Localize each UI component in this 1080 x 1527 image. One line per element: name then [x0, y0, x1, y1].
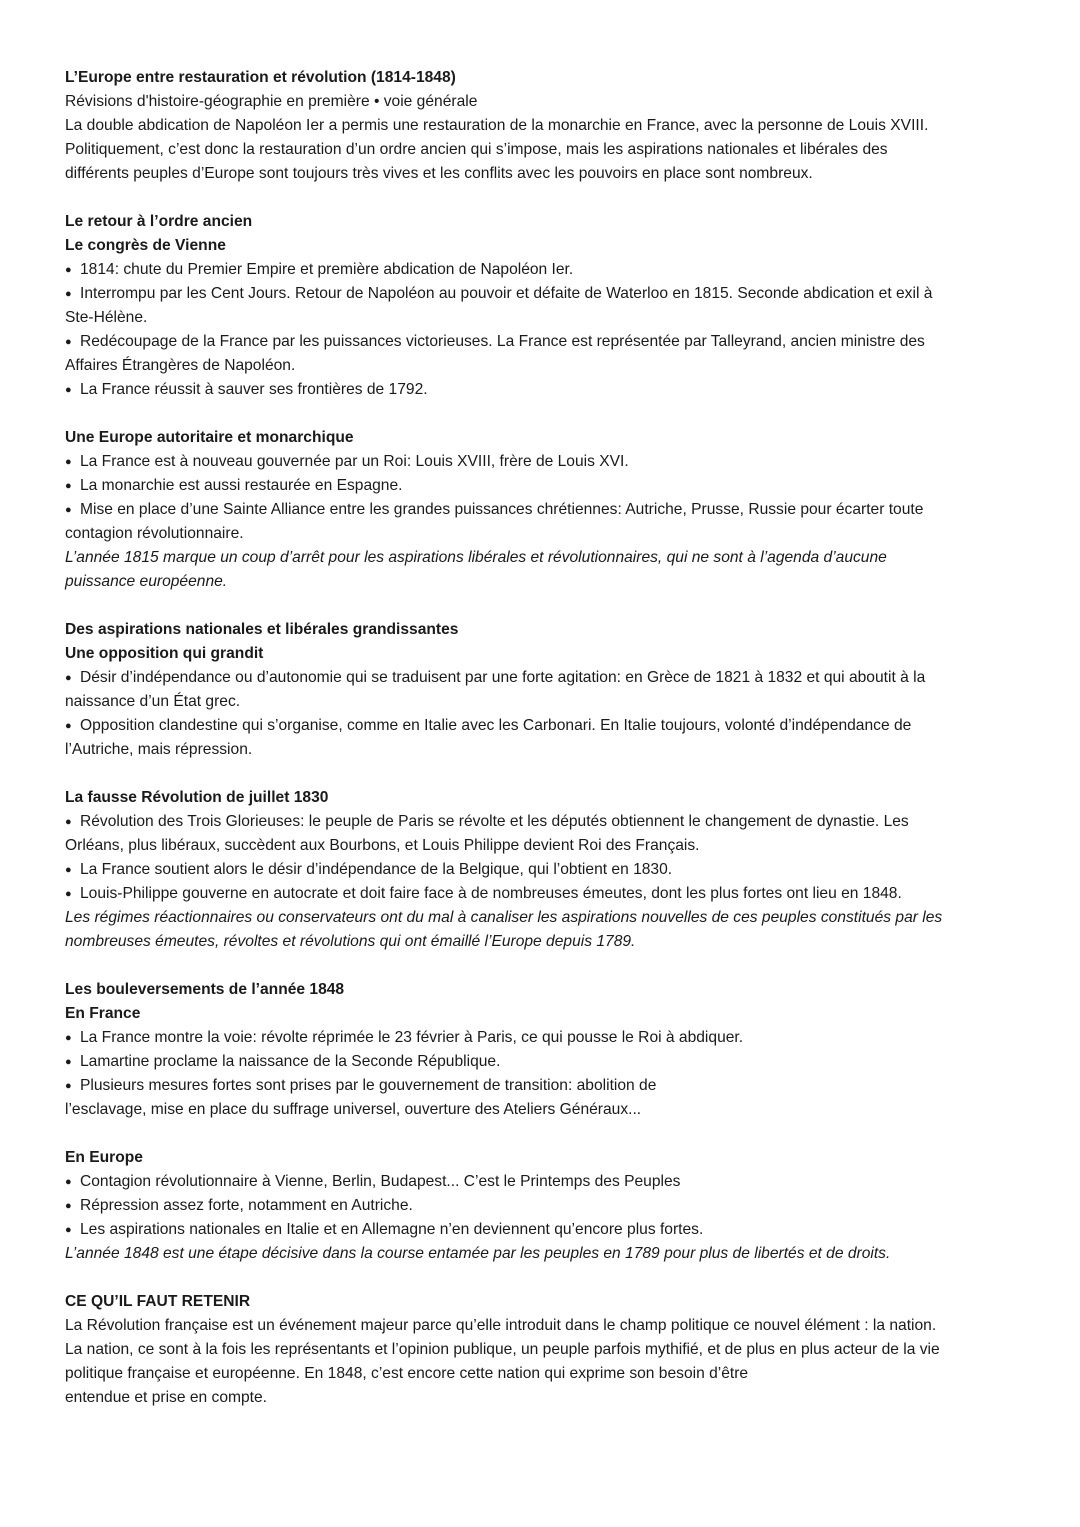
bullet-item: ● La France soutient alors le désir d’indépendance de la Belgique, qui l’obtient en 1830.: [65, 858, 1020, 882]
spacer: [65, 954, 1020, 978]
bullet-item: ● Désir d’indépendance ou d’autonomie qui se traduisent par une forte agitation: en Grèce de 1821 à 1832 et qui aboutit à la: [65, 666, 1020, 690]
bullet-item: ● Plusieurs mesures fortes sont prises par le gouvernement de transition: abolition de: [65, 1074, 1020, 1098]
intro-line: Politiquement, c’est donc la restauration d’un ordre ancien qui s’impose, mais les aspirations nationales et libérales des: [65, 141, 888, 158]
conclusion-line: entendue et prise en compte.: [65, 1389, 267, 1406]
bullet-item: ● Redécoupage de la France par les puissances victorieuses. La France est représentée par Talleyrand, ancien ministre des: [65, 330, 1020, 354]
bullet-continuation: l’esclavage, mise en place du suffrage universel, ouverture des Ateliers Généraux...: [65, 1101, 642, 1118]
bullet-item: ● 1814: chute du Premier Empire et première abdication de Napoléon Ier.: [65, 258, 1020, 282]
spacer: [65, 762, 1020, 786]
bullet-continuation: Affaires Étrangères de Napoléon.: [65, 357, 296, 374]
bullet-item: ● La France réussit à sauver ses frontières de 1792.: [65, 378, 1020, 402]
italic-note: L’année 1815 marque un coup d’arrêt pour les aspirations libérales et révolutionnaires, qui ne sont à l’agenda d’aucune: [65, 549, 887, 566]
bullet-item: ● La monarchie est aussi restaurée en Espagne.: [65, 474, 1020, 498]
bullet-continuation: contagion révolutionnaire.: [65, 525, 244, 542]
document-subtitle: Révisions d'histoire-géographie en première • voie générale: [65, 93, 478, 110]
conclusion-line: politique française et européenne. En 1848, c’est encore cette nation qui exprime son besoin d’être: [65, 1365, 749, 1382]
spacer: [65, 594, 1020, 618]
intro-line: La double abdication de Napoléon Ier a permis une restauration de la monarchie en France, avec la personne de Louis XVIII.: [65, 117, 929, 134]
bullet-item: ● Mise en place d’une Sainte Alliance entre les grandes puissances chrétiennes: Autriche, Prusse, Russie pour écarter toute: [65, 498, 1020, 522]
bullet-continuation: Ste-Hélène.: [65, 309, 148, 326]
spacer: [65, 1266, 1020, 1290]
document-title: L’Europe entre restauration et révolution (1814-1848): [65, 69, 456, 86]
italic-note: Les régimes réactionnaires ou conservateurs ont du mal à canaliser les aspirations nouvelles de ces peuples constitués par les: [65, 909, 943, 926]
conclusion-line: La nation, ce sont à la fois les représentants et l’opinion publique, un peuple parfois mythifié, et de plus en plus acteur de la vie: [65, 1341, 940, 1358]
bullet-item: ● La France est à nouveau gouvernée par un Roi: Louis XVIII, frère de Louis XVI.: [65, 450, 1020, 474]
section-subheading: Le congrès de Vienne: [65, 237, 226, 254]
bullet-continuation: l’Autriche, mais répression.: [65, 741, 253, 758]
section-subheading: En France: [65, 1005, 141, 1022]
conclusion-line: La Révolution française est un événement majeur parce qu’elle introduit dans le champ politique ce nouvel élément : la nation.: [65, 1317, 937, 1334]
bullet-item: ● Louis-Philippe gouverne en autocrate et doit faire face à de nombreuses émeutes, dont les plus fortes ont lieu en 1848.: [65, 882, 1020, 906]
bullet-item: ● Lamartine proclame la naissance de la Seconde République.: [65, 1050, 1020, 1074]
bullet-item: ● Les aspirations nationales en Italie et en Allemagne n’en deviennent qu’encore plus fortes.: [65, 1218, 1020, 1242]
italic-note: puissance européenne.: [65, 573, 228, 590]
section-heading: Des aspirations nationales et libérales grandissantes: [65, 621, 459, 638]
bullet-item: ● Opposition clandestine qui s’organise, comme en Italie avec les Carbonari. En Italie toujours, volonté d’indépendance de: [65, 714, 1020, 738]
section-heading: La fausse Révolution de juillet 1830: [65, 789, 329, 806]
spacer: [65, 1122, 1020, 1146]
bullet-continuation: Orléans, plus libéraux, succèdent aux Bourbons, et Louis Philippe devient Roi des Français.: [65, 837, 700, 854]
bullet-item: ● La France montre la voie: révolte réprimée le 23 février à Paris, ce qui pousse le Roi à abdiquer.: [65, 1026, 1020, 1050]
bullet-item: ● Contagion révolutionnaire à Vienne, Berlin, Budapest... C’est le Printemps des Peuples: [65, 1170, 1020, 1194]
section-subheading: En Europe: [65, 1149, 143, 1166]
section-heading: CE QU’IL FAUT RETENIR: [65, 1293, 251, 1310]
intro-line: différents peuples d’Europe sont toujours très vives et les conflits avec les pouvoirs en place sont nombreux.: [65, 165, 813, 182]
section-heading: Les bouleversements de l’année 1848: [65, 981, 345, 998]
bullet-item: ● Répression assez forte, notamment en Autriche.: [65, 1194, 1020, 1218]
italic-note: nombreuses émeutes, révoltes et révolutions qui ont émaillé l’Europe depuis 1789.: [65, 933, 636, 950]
italic-note: L’année 1848 est une étape décisive dans la course entamée par les peuples en 1789 pour plus de libertés et de droits.: [65, 1245, 891, 1262]
section-heading: Le retour à l’ordre ancien: [65, 213, 253, 230]
section-subheading: Une opposition qui grandit: [65, 645, 264, 662]
spacer: [65, 402, 1020, 426]
section-heading: Une Europe autoritaire et monarchique: [65, 429, 354, 446]
bullet-item: ● Révolution des Trois Glorieuses: le peuple de Paris se révolte et les députés obtiennent le changement de dynastie. Les: [65, 810, 1020, 834]
bullet-continuation: naissance d’un État grec.: [65, 693, 241, 710]
bullet-item: ● Interrompu par les Cent Jours. Retour de Napoléon au pouvoir et défaite de Waterloo en 1815. Seconde abdication et exil à: [65, 282, 1020, 306]
spacer: [65, 186, 1020, 210]
